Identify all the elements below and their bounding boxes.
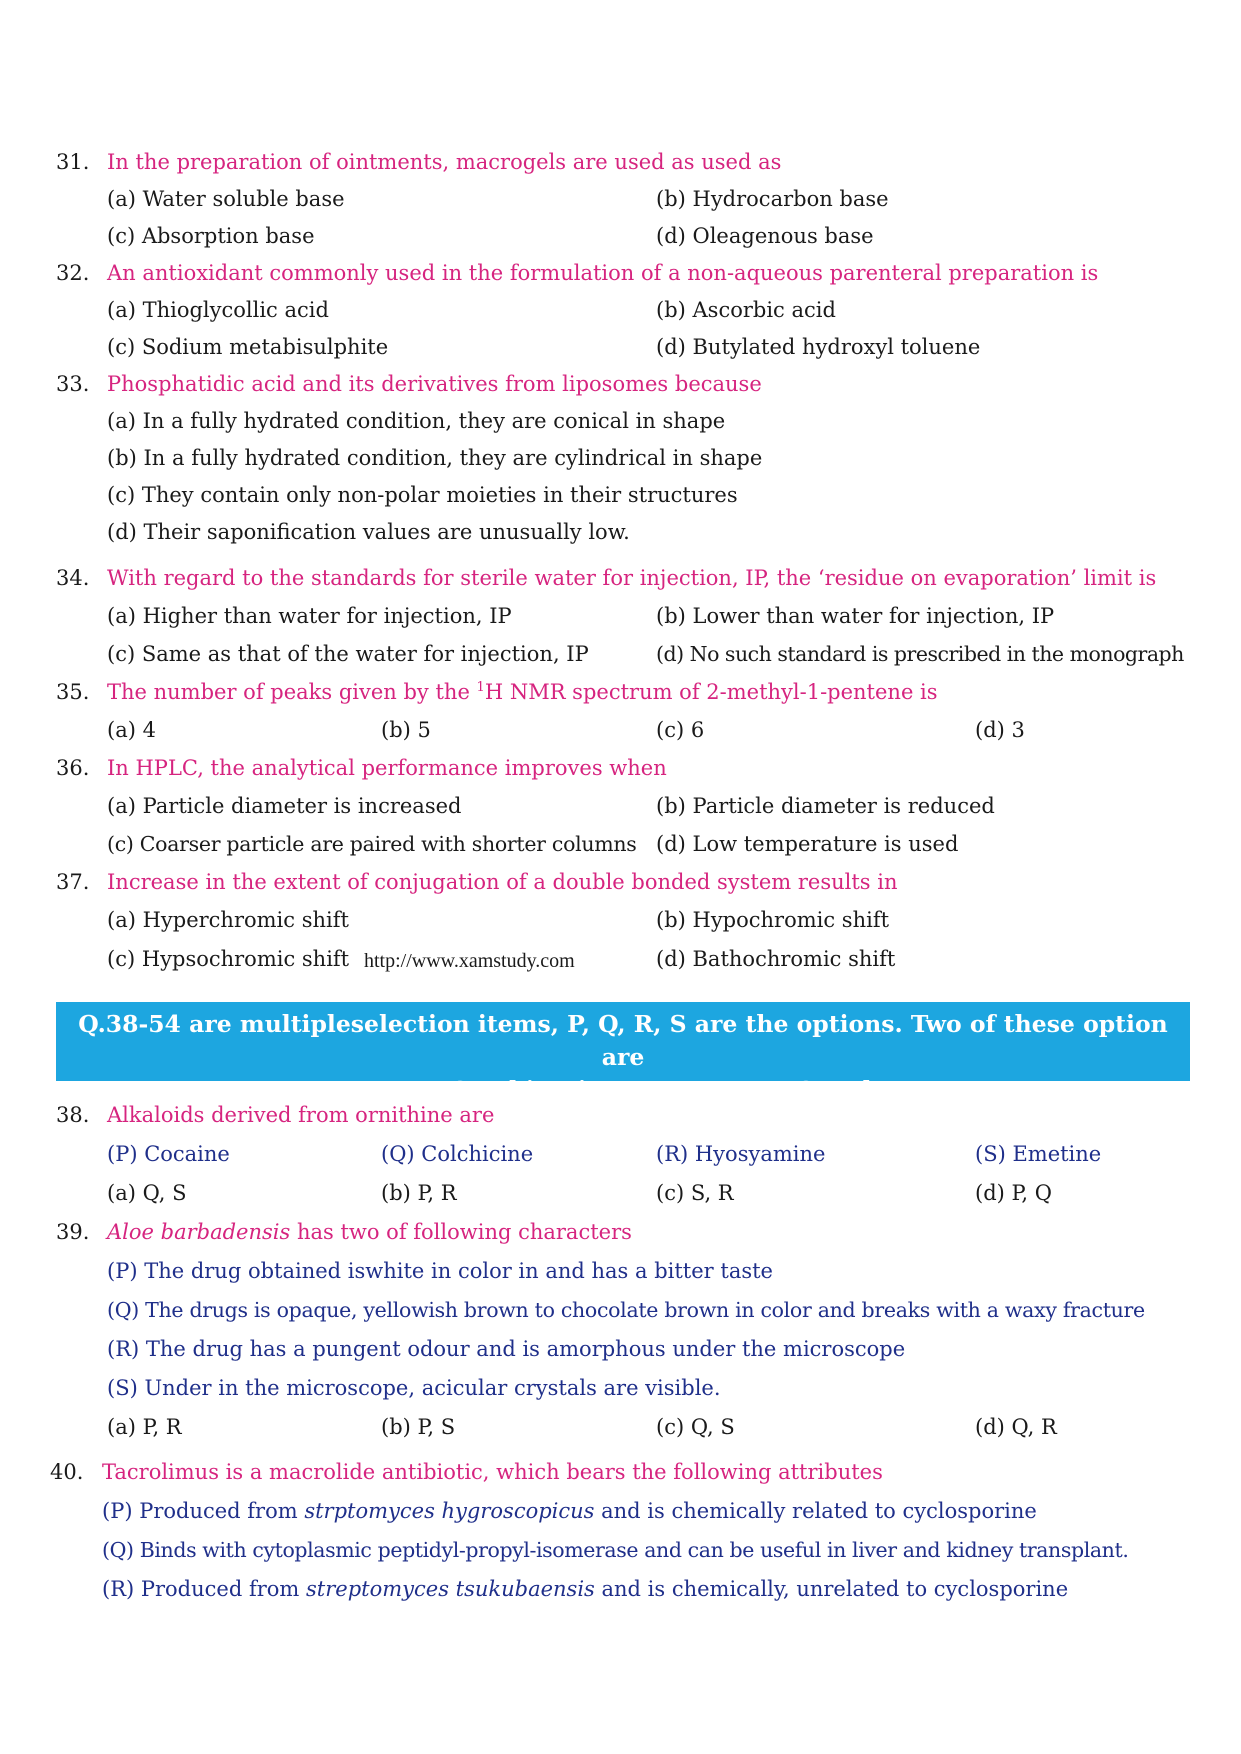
option-a: (a) Water soluble base [107,187,345,211]
option-c: (c) Absorption base [107,224,315,248]
option-c: (c) They contain only non-polar moieties in their structures [107,483,738,507]
section-banner [56,1002,1190,1104]
question-text: Increase in the extent of conjugation of a double bonded system results in [107,870,898,894]
option-d: (d) Oleagenous base [656,224,874,248]
question-text: Aloe barbadensis has two of following characters [107,1220,632,1244]
website-url: http://www.xamstudy.com [364,950,575,972]
option-a: (a) P, R [107,1415,182,1439]
question-number: 37. [56,870,90,894]
statement-p: (P) The drug obtained iswhite in color in and has a bitter taste [107,1259,773,1283]
option-b: (b) Hypochromic shift [656,908,890,932]
option-b: (b) P, R [381,1181,457,1205]
option-d: (d) Butylated hydroxyl toluene [656,335,981,359]
question-number: 40. [50,1460,84,1484]
banner-line-2: correct. Combination among A, B, C and D. [338,1076,908,1104]
question-text: Alkaloids derived from ornithine are [107,1103,495,1127]
question-number: 39. [56,1220,90,1244]
option-a: (a) In a fully hydrated condition, they are conical in shape [107,409,726,433]
question-text: In HPLC, the analytical performance improves when [107,756,667,780]
option-b: (b) P, S [381,1415,456,1439]
statement-s: (S) Under in the microscope, acicular crystals are visible. [107,1376,721,1400]
option-b: (b) Ascorbic acid [656,298,836,322]
option-b: (b) 5 [381,718,431,742]
option-a: (a) Q, S [107,1181,187,1205]
option-c: (c) 6 [656,718,705,742]
question-number: 31. [56,150,90,174]
banner-line-1: Q.38-54 are multipleselection items, P, Q, R, S are the options. Two of these option are [78,1010,1168,1071]
statement-q: (Q) Colchicine [381,1142,534,1166]
question-text: Phosphatidic acid and its derivatives from liposomes because [107,372,762,396]
statement-p: (P) Cocaine [107,1142,230,1166]
statement-r: (R) The drug has a pungent odour and is amorphous under the microscope [107,1337,906,1361]
option-d: (d) Their saponification values are unusually low. [107,520,630,544]
question-number: 38. [56,1103,90,1127]
option-c: (c) Same as that of the water for injection, IP [107,642,589,666]
option-a: (a) Hyperchromic shift [107,908,349,932]
statement-q: (Q) The drugs is opaque, yellowish brown to chocolate brown in color and breaks with a waxy fracture [107,1298,1145,1322]
question-number: 34. [56,566,90,590]
statement-q: (Q) Binds with cytoplasmic peptidyl-propyl-isomerase and can be useful in liver and kidney transplant. [102,1538,1129,1562]
option-c: (c) Hypsochromic shift [107,947,350,971]
question-number: 35. [56,680,90,704]
option-c: (c) Sodium metabisulphite [107,335,389,359]
option-a: (a) Particle diameter is increased [107,794,462,818]
option-b: (b) Lower than water for injection, IP [656,604,1055,628]
statement-r: (R) Produced from streptomyces tsukubaensis and is chemically, unrelated to cyclosporine [102,1577,1069,1601]
question-text: The number of peaks given by the $^1$H NMR spectrum of 2-methyl-1-pentene is [107,680,938,704]
question-text: With regard to the standards for sterile water for injection, IP, the ‘residue on evaporation’ limit is [107,566,1157,590]
option-b: (b) Particle diameter is reduced [656,794,995,818]
option-c: (c) Q, S [656,1415,735,1439]
option-a: (a) Thioglycollic acid [107,298,329,322]
statement-p: (P) Produced from strptomyces hygroscopicus and is chemically related to cyclosporine [102,1499,1037,1523]
option-d: (d) No such standard is prescribed in the monograph [656,642,1184,666]
option-b: (b) Hydrocarbon base [656,187,889,211]
question-number: 32. [56,261,90,285]
option-a: (a) 4 [107,718,156,742]
option-b: (b) In a fully hydrated condition, they are cylindrical in shape [107,446,763,470]
statement-r: (R) Hyosyamine [656,1142,826,1166]
statement-s: (S) Emetine [975,1142,1102,1166]
option-c: (c) S, R [656,1181,734,1205]
question-text: An antioxidant commonly used in the formulation of a non-aqueous parenteral preparation is [107,261,1099,285]
option-d: (d) P, Q [975,1181,1052,1205]
option-d: (d) Q, R [975,1415,1057,1439]
option-d: (d) Bathochromic shift [656,947,896,971]
option-d: (d) Low temperature is used [656,832,959,856]
option-a: (a) Higher than water for injection, IP [107,604,512,628]
option-c: (c) Coarser particle are paired with shorter columns [107,832,637,856]
question-number: 36. [56,756,90,780]
question-text: Tacrolimus is a macrolide antibiotic, which bears the following attributes [102,1460,883,1484]
option-d: (d) 3 [975,718,1025,742]
question-text: In the preparation of ointments, macrogels are used as used as [107,150,782,174]
question-number: 33. [56,372,90,396]
